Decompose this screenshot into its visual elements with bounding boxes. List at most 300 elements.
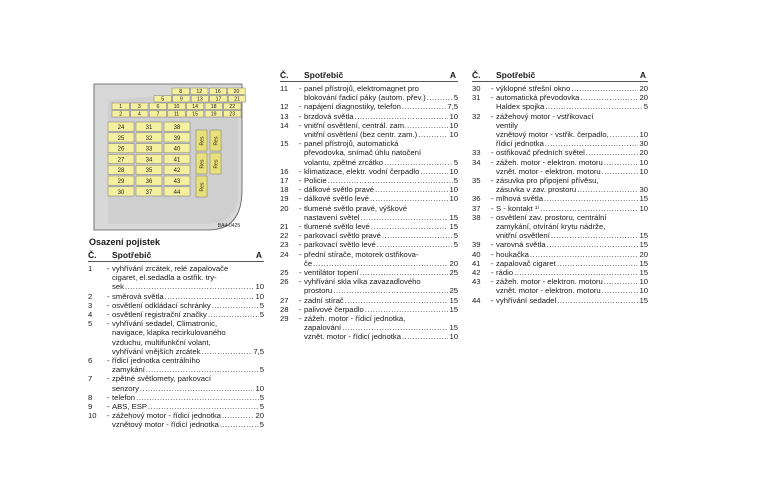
fuse-dash: - xyxy=(299,185,302,195)
dot-leader xyxy=(540,204,638,213)
mini-fuse-label: 14 xyxy=(192,103,198,110)
mini-fuse-label: 3 xyxy=(137,103,141,110)
fuse-dash: - xyxy=(491,268,494,278)
fuse-description: dálkové světlo pravé xyxy=(304,185,375,195)
fuse-number: 3 xyxy=(88,300,93,310)
fuse-description-line xyxy=(496,277,648,286)
fuse-description: houkačka xyxy=(496,249,529,259)
fuse-entry xyxy=(280,121,458,139)
mini-fuse-label: 10 xyxy=(173,103,180,110)
maxi-fuse-label: 27 xyxy=(117,157,125,164)
fuse-amperage: 15 xyxy=(639,295,648,305)
dot-leader xyxy=(212,301,259,310)
fuse-dash: - xyxy=(107,402,110,412)
fuse-dash: - xyxy=(107,319,110,329)
dot-leader xyxy=(361,213,449,222)
fuse-entry xyxy=(280,305,458,314)
fuse-amperage: 30 xyxy=(639,139,648,149)
fuse-entry xyxy=(280,112,458,121)
fuse-description: zážehový motor - vstřikovací xyxy=(496,111,594,121)
fuse-description: zpětné světlomety, parkovací xyxy=(112,374,211,384)
dot-leader xyxy=(333,286,448,295)
dot-leader xyxy=(402,102,446,111)
fuse-entry xyxy=(88,402,264,411)
dot-leader xyxy=(148,402,259,411)
fuse-description-line xyxy=(496,102,648,111)
fuse-number: 2 xyxy=(88,291,93,301)
fuse-entry xyxy=(472,204,648,213)
dot-leader xyxy=(514,268,638,277)
fuse-description-line xyxy=(112,301,264,310)
column-left xyxy=(88,250,264,430)
fuse-description: dálkové světlo levé xyxy=(304,194,369,204)
relay-label: Res xyxy=(199,136,206,146)
fuse-amperage: 5 xyxy=(259,300,264,310)
fuse-amperage: 10 xyxy=(639,157,648,167)
fuse-description: volantu, zpětné zrcátko xyxy=(304,157,384,167)
fuse-number: 43 xyxy=(472,277,481,287)
maxi-fuse-label: 43 xyxy=(173,179,181,185)
fuse-number: 32 xyxy=(472,111,481,121)
mini-fuse-label: 15 xyxy=(192,111,198,118)
dot-leader xyxy=(580,93,638,102)
fuse-description: zážeh. motor - elektron. motoru xyxy=(496,157,603,167)
maxi-fuse-label: 39 xyxy=(173,135,181,142)
fuse-description: zamykání xyxy=(112,365,145,375)
fuse-description-line xyxy=(304,231,458,240)
fuse-amperage: 15 xyxy=(449,295,458,305)
fuse-description-line xyxy=(304,296,458,305)
fuse-description-line xyxy=(496,93,648,102)
fuse-entry xyxy=(472,102,648,111)
fuse-amperage: 15 xyxy=(449,222,458,232)
fuse-dash: - xyxy=(491,295,494,305)
header-amperage: A xyxy=(449,70,456,80)
dot-leader xyxy=(345,296,449,305)
fuse-description-line xyxy=(496,296,648,305)
fuse-number: 24 xyxy=(280,249,289,259)
fuse-description: ABS, ESP xyxy=(112,402,148,412)
fuse-amperage: 5 xyxy=(453,93,458,103)
fuse-number: 19 xyxy=(280,194,289,204)
fuse-description-line xyxy=(304,194,458,203)
maxi-fuse-label: 31 xyxy=(145,125,153,131)
fuse-number: 10 xyxy=(88,411,97,421)
fuse-description: parkovací světlo pravé xyxy=(304,231,381,241)
fuse-number: 40 xyxy=(472,249,481,259)
diagram-code: BA4-0425 xyxy=(217,223,241,229)
fuse-number: 30 xyxy=(472,84,481,93)
fuse-entry xyxy=(88,393,264,402)
fuse-dash: - xyxy=(491,84,494,93)
fuse-description: zážehový motor - řídicí jednotka xyxy=(112,411,221,421)
fuse-description: vyhřívání skla víka zavazadlového xyxy=(304,277,421,287)
fuse-description: vznětový motor - řídicí jednotka xyxy=(112,420,219,430)
fuse-amperage: 5 xyxy=(259,420,264,430)
header-number: Č. xyxy=(88,250,97,260)
fuse-dash: - xyxy=(299,166,302,176)
fuse-dash: - xyxy=(299,203,302,213)
fuse-description: če xyxy=(304,258,313,268)
fuse-dash: - xyxy=(491,203,494,213)
fuse-entry xyxy=(472,250,648,259)
fuse-description-line xyxy=(304,167,458,176)
fuse-dash: - xyxy=(491,111,494,121)
dot-leader xyxy=(371,222,449,231)
fuse-description: navigace, klapka recirkulovaného xyxy=(112,328,226,338)
header-amperage: A xyxy=(255,250,262,260)
dot-leader xyxy=(545,102,642,111)
mini-fuse-label: 18 xyxy=(210,103,217,110)
dot-leader xyxy=(420,167,448,176)
fuse-description: blokování řadicí páky (autom. přev.) xyxy=(304,93,426,103)
fuse-number: 35 xyxy=(472,176,481,186)
relay-label: Res xyxy=(199,182,206,192)
dot-leader xyxy=(377,240,453,249)
fuse-number: 27 xyxy=(280,295,289,305)
fuse-amperage: 20 xyxy=(255,411,264,421)
fuse-number: 8 xyxy=(88,392,93,402)
fuse-description: ventily xyxy=(496,120,518,130)
fuse-amperage: 15 xyxy=(449,212,458,222)
fuse-entry xyxy=(88,292,264,301)
fuse-description-line xyxy=(496,194,648,203)
dot-leader xyxy=(313,259,448,268)
fuse-amperage: 15 xyxy=(639,268,648,278)
column-header xyxy=(472,70,648,82)
fuse-entry xyxy=(472,277,648,295)
fuse-dash: - xyxy=(299,120,302,130)
fuse-description: brzdová světla xyxy=(304,111,354,121)
fuse-amperage: 10 xyxy=(255,282,264,292)
fuse-dash: - xyxy=(491,258,494,268)
dot-leader xyxy=(577,185,638,194)
fuse-entry xyxy=(88,264,264,292)
fuse-description: rádio xyxy=(496,268,514,278)
maxi-fuse-label: 26 xyxy=(117,146,125,153)
fuse-dash: - xyxy=(299,231,302,241)
fuse-entry xyxy=(280,231,458,240)
fuse-number: 4 xyxy=(88,310,93,320)
fuse-amperage: 10 xyxy=(255,383,264,393)
fuse-entry xyxy=(88,310,264,319)
fuse-amperage: 10 xyxy=(449,111,458,121)
fuse-amperage: 5 xyxy=(453,157,458,167)
fuse-number: 14 xyxy=(280,120,289,130)
dot-leader xyxy=(530,250,639,259)
fuse-description-line xyxy=(304,332,458,341)
fuse-number: 42 xyxy=(472,268,481,278)
fuse-number: 39 xyxy=(472,240,481,250)
fuse-amperage: 5 xyxy=(453,176,458,186)
fuse-amperage: 15 xyxy=(639,240,648,250)
fuse-amperage: 15 xyxy=(639,231,648,241)
fuse-entry xyxy=(88,356,264,374)
fuse-dash: - xyxy=(299,84,302,93)
fuse-amperage: 5 xyxy=(453,240,458,250)
dot-leader xyxy=(136,393,259,402)
header-number: Č. xyxy=(472,70,481,80)
fuse-dash: - xyxy=(491,93,494,103)
dot-leader xyxy=(557,259,639,268)
fuse-description: Haldex spojka xyxy=(496,102,545,112)
fuse-entry xyxy=(280,250,458,268)
fuse-amperage: 20 xyxy=(639,249,648,259)
maxi-fuse-label: 41 xyxy=(173,157,181,164)
fuse-dash: - xyxy=(491,212,494,222)
dot-leader xyxy=(557,296,638,305)
fuse-entry xyxy=(280,268,458,277)
fuse-description: zamykání, otvírání krytu nádrže, xyxy=(496,222,606,232)
fuse-description-line xyxy=(496,259,648,268)
fuse-description-line xyxy=(304,305,458,314)
column-middle xyxy=(280,70,458,342)
fuse-description-line xyxy=(112,347,264,356)
header-consumer: Spotřebič xyxy=(112,250,152,260)
fuse-dash: - xyxy=(299,222,302,232)
fuse-description: vznět. motor - elektron. motoru xyxy=(496,286,601,296)
fuse-dash: - xyxy=(107,300,110,310)
fuse-description-line xyxy=(496,231,648,240)
dot-leader xyxy=(407,121,448,130)
dot-leader xyxy=(427,93,453,102)
fuse-number: 26 xyxy=(280,277,289,287)
fuse-description: vnitřní osvětlení, centrál. zam. xyxy=(304,120,407,130)
fuse-description-line xyxy=(304,213,458,222)
fuse-dash: - xyxy=(107,291,110,301)
fuse-entry xyxy=(280,314,458,342)
fuse-amperage: 5 xyxy=(453,231,458,241)
fuse-description: zadní stírač xyxy=(304,295,344,305)
mini-fuse-label: 9 xyxy=(179,96,183,103)
fuse-number: 31 xyxy=(472,93,481,103)
fuse-entry xyxy=(280,296,458,305)
mini-fuse-label: 11 xyxy=(173,111,180,118)
mini-fuse-label: 8 xyxy=(179,88,183,95)
fuse-number: 13 xyxy=(280,111,289,121)
fuse-description-line xyxy=(112,365,264,374)
fuse-number: 41 xyxy=(472,258,481,268)
maxi-fuse-label: 38 xyxy=(173,125,181,131)
fuse-amperage: 10 xyxy=(639,203,648,213)
fuse-number: 9 xyxy=(88,402,93,412)
fuse-number: 12 xyxy=(280,102,289,112)
fuse-entry xyxy=(88,411,264,429)
fuse-amperage: 7,5 xyxy=(253,346,264,356)
fuse-description-line xyxy=(496,148,648,157)
fuse-amperage: 10 xyxy=(449,130,458,140)
fuse-entry xyxy=(88,319,264,356)
fuse-description-line xyxy=(496,268,648,277)
relay-label: Res xyxy=(213,136,220,146)
fuse-description: osvětlení registrační značky xyxy=(112,310,207,320)
fuse-entry xyxy=(472,296,648,305)
fuse-number: 1 xyxy=(88,264,93,273)
column-header xyxy=(280,70,458,82)
fuse-dash: - xyxy=(107,264,110,273)
fuse-dash: - xyxy=(491,194,494,204)
fuse-entry xyxy=(472,84,648,93)
fuse-dash: - xyxy=(491,176,494,186)
mini-fuse-label: 19 xyxy=(210,111,217,118)
fuse-entry xyxy=(280,102,458,111)
fuse-description-line xyxy=(304,259,458,268)
fuse-number: 37 xyxy=(472,203,481,213)
fuse-description-line xyxy=(304,176,458,185)
fuse-dash: - xyxy=(299,139,302,149)
mini-fuse-label: 16 xyxy=(215,88,221,95)
fuse-description-line xyxy=(112,310,264,319)
fuse-description: zásuvka pro připojení přívěsu, xyxy=(496,176,599,186)
fuse-description-line xyxy=(304,102,458,111)
fuse-description-line xyxy=(304,112,458,121)
mini-fuse-label: 17 xyxy=(215,96,222,103)
fuse-description: řídicí jednotka xyxy=(496,139,544,149)
mini-fuse-label: 1 xyxy=(119,103,123,110)
fuse-number: 17 xyxy=(280,176,289,186)
fuse-amperage: 7,5 xyxy=(447,102,458,112)
fuse-description: telefon xyxy=(112,392,136,402)
dot-leader xyxy=(604,158,639,167)
fuse-number: 16 xyxy=(280,166,289,176)
fuse-amperage: 5 xyxy=(259,392,264,402)
fuse-description: napájení diagnostiky, telefon xyxy=(304,102,401,112)
dot-leader xyxy=(370,194,448,203)
fuse-description-line xyxy=(496,167,648,176)
fuse-description: zapalování xyxy=(304,323,342,333)
fuse-number: 18 xyxy=(280,185,289,195)
dot-leader xyxy=(220,420,259,429)
header-amperage: A xyxy=(639,70,646,80)
fuse-description: S - kontakt ¹⁾ xyxy=(496,203,540,213)
fuse-number: 38 xyxy=(472,212,481,222)
dot-leader xyxy=(328,176,453,185)
maxi-fuse-label: 24 xyxy=(117,125,125,131)
fuse-amperage: 15 xyxy=(639,258,648,268)
fuse-amperage: 10 xyxy=(639,166,648,176)
dot-leader xyxy=(222,411,254,420)
fuse-description: nastavení světel xyxy=(304,212,360,222)
fuse-entry xyxy=(472,240,648,249)
mini-fuse-label: 2 xyxy=(119,111,123,118)
fuse-entry xyxy=(472,259,648,268)
fuse-entry xyxy=(280,84,458,102)
fuse-description: mlhová světla xyxy=(496,194,543,204)
mini-fuse-label: 5 xyxy=(161,96,165,103)
dot-leader xyxy=(208,310,259,319)
fuse-description-line xyxy=(496,158,648,167)
fuse-entry xyxy=(472,93,648,102)
fuse-description-line xyxy=(304,185,458,194)
fuse-dash: - xyxy=(491,157,494,167)
fuse-description: automatická převodovka xyxy=(496,93,580,103)
maxi-fuse-label: 37 xyxy=(145,189,153,196)
fuse-description: ostřikovač předních světel xyxy=(496,148,585,158)
dot-leader xyxy=(375,185,448,194)
maxi-fuse-label: 29 xyxy=(117,179,125,185)
maxi-fuse-label: 42 xyxy=(173,168,181,175)
dot-leader xyxy=(418,130,448,139)
dot-leader xyxy=(545,139,639,148)
fuse-description: palivové čerpadlo xyxy=(304,304,364,314)
mini-fuse-label: 22 xyxy=(229,103,236,110)
fuse-description: řídicí jednotka centrálního xyxy=(112,356,201,366)
fuse-amperage: 10 xyxy=(449,194,458,204)
fuse-description: osvětlení odkládací schránky xyxy=(112,300,211,310)
fuse-number: 6 xyxy=(88,356,93,366)
fuse-description: tlumené světlo pravé, výškové xyxy=(304,203,407,213)
fuse-dash: - xyxy=(299,240,302,250)
fuse-description: vyhřívání zrcátek, relé zapalovače xyxy=(112,264,229,273)
fuse-entry xyxy=(280,240,458,249)
fuse-description: senzory xyxy=(112,383,139,393)
fuse-description-line xyxy=(304,323,458,332)
mini-fuse-label: 21 xyxy=(234,96,240,103)
fuse-description-line xyxy=(112,384,264,393)
dot-leader xyxy=(610,130,639,139)
fuse-amperage: 20 xyxy=(639,148,648,158)
dot-leader xyxy=(355,112,449,121)
fuse-description: zásuvka v zav. prostoru xyxy=(496,185,577,195)
fuse-dash: - xyxy=(299,277,302,287)
fuse-entry xyxy=(472,148,648,157)
fuse-amperage: 10 xyxy=(449,120,458,130)
dot-leader xyxy=(384,158,453,167)
maxi-fuse-label: 32 xyxy=(145,135,153,142)
fuse-dash: - xyxy=(107,374,110,384)
fuse-amperage: 15 xyxy=(639,194,648,204)
fuse-description: Policie xyxy=(304,176,327,186)
fuse-description: směrová světla xyxy=(112,291,164,301)
fuse-description-line xyxy=(112,411,264,420)
fuse-description: cigaret, el.sedadla a ostřik. try- xyxy=(112,273,217,283)
fuse-entry xyxy=(472,167,648,176)
fuse-amperage: 5 xyxy=(643,102,648,112)
fuse-description: vnitřní osvětlení (bez centr. zam.) xyxy=(304,130,418,140)
fuse-amperage: 10 xyxy=(639,130,648,140)
fuse-description-line xyxy=(112,282,264,291)
maxi-fuse-label: 35 xyxy=(145,168,153,175)
fuse-entry xyxy=(472,194,648,203)
fuse-description-line xyxy=(304,240,458,249)
fuse-description: převodovka, snímač úhlu natočení xyxy=(304,148,422,158)
header-consumer: Spotřebič xyxy=(496,70,536,80)
dot-leader xyxy=(140,384,255,393)
fuse-number: 21 xyxy=(280,222,289,232)
fuse-description: zážeh. motor - elektron. motoru xyxy=(496,277,603,287)
fuse-entry xyxy=(88,374,264,392)
fuse-description-line xyxy=(496,250,648,259)
fuse-entry xyxy=(88,301,264,310)
fuse-dash: - xyxy=(299,111,302,121)
fuse-amperage: 5 xyxy=(259,402,264,412)
fuse-description: vyhřívání sedadel, Climatronic, xyxy=(112,319,218,329)
fuse-amperage: 15 xyxy=(449,304,458,314)
fuse-description-line xyxy=(304,93,458,102)
fuse-description: ventilátor topení xyxy=(304,268,359,278)
fuse-list xyxy=(472,84,648,305)
fuse-description: zapalovač cigaret xyxy=(496,258,556,268)
fuse-description: sek xyxy=(112,282,124,292)
fuse-amperage: 10 xyxy=(639,277,648,287)
fuse-entry xyxy=(472,158,648,167)
fuse-amperage: 5 xyxy=(259,310,264,320)
fuse-amperage: 30 xyxy=(639,185,648,195)
fuse-amperage: 5 xyxy=(259,365,264,375)
fuse-description-line xyxy=(304,286,458,295)
fuse-entry xyxy=(280,222,458,231)
fuse-description-line xyxy=(112,402,264,411)
